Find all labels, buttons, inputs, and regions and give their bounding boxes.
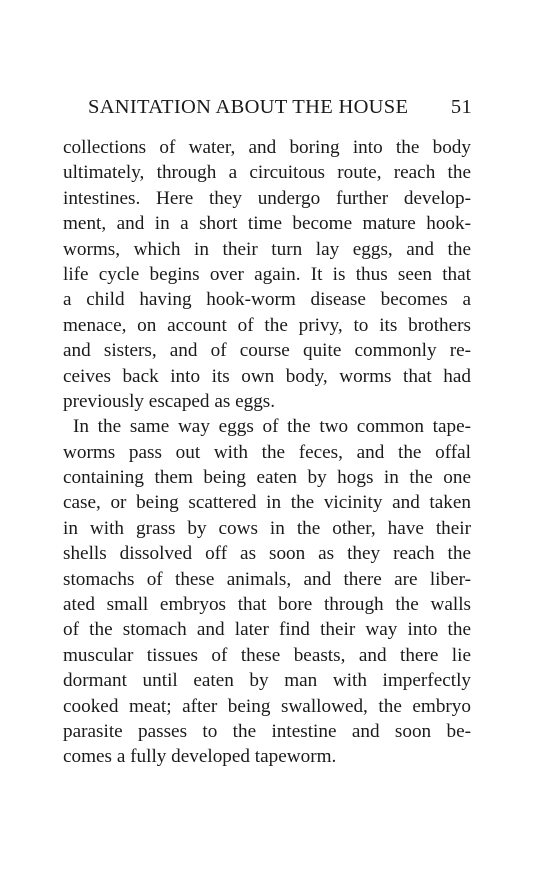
- text-line: shells dissolved off as soon as they reach the: [63, 543, 471, 565]
- text-line: worms pass out with the feces, and the offal: [63, 441, 471, 463]
- text-line: stomachs of these animals, and there are liber-: [63, 568, 471, 590]
- text-line: muscular tissues of these beasts, and there lie: [63, 644, 471, 666]
- text-line: ment, and in a short time become mature hook-: [63, 213, 471, 235]
- running-title: SANITATION ABOUT THE HOUSE: [88, 96, 409, 118]
- text-line: and sisters, and of course quite commonly re-: [63, 340, 471, 362]
- text-line: parasite passes to the intestine and soon be-: [63, 720, 471, 742]
- text-line: in with grass by cows in the other, have their: [63, 517, 471, 539]
- text-line: ultimately, through a circuitous route, reach the: [63, 162, 471, 184]
- text-line: previously escaped as eggs.: [63, 390, 276, 412]
- text-line: cooked meat; after being swallowed, the embryo: [63, 695, 471, 717]
- text-line: menace, on account of the privy, to its brothers: [63, 314, 471, 336]
- text-line: life cycle begins over again. It is thus seen that: [63, 263, 471, 285]
- text-line: dormant until eaten by man with imperfectly: [63, 670, 471, 692]
- body-text: [63, 135, 471, 770]
- page-number: 51: [450, 96, 472, 118]
- text-line: containing them being eaten by hogs in the one: [63, 467, 471, 489]
- text-line: case, or being scattered in the vicinity and taken: [63, 492, 471, 514]
- running-head: [88, 94, 472, 120]
- text-line: worms, which in their turn lay eggs, and the: [63, 238, 471, 260]
- text-line: comes a fully developed tapeworm.: [63, 746, 337, 768]
- text-line: ceives back into its own body, worms that had: [63, 365, 471, 387]
- text-line: ated small embryos that bore through the walls: [63, 594, 471, 616]
- text-line: of the stomach and later find their way into the: [63, 619, 471, 641]
- paragraph-start-line: In the same way eggs of the two common tape-: [73, 416, 471, 438]
- text-line: intestines. Here they undergo further develop-: [63, 187, 471, 209]
- text-line: collections of water, and boring into the body: [63, 137, 471, 158]
- text-line: a child having hook-worm disease becomes a: [63, 289, 471, 311]
